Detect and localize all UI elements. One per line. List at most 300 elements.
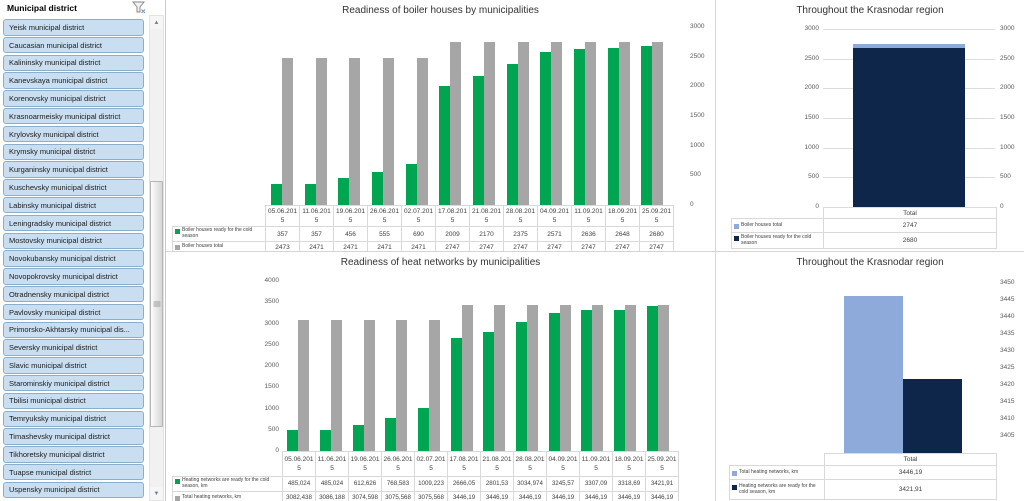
axis-tick-label: 2000 (804, 84, 819, 92)
bar-group (609, 270, 642, 451)
bar-total[interactable] (551, 42, 562, 205)
axis-tick-label: 0 (815, 203, 819, 210)
district-list (3, 19, 144, 501)
axis-tick-label: 3410 (1000, 415, 1015, 422)
bar-group (568, 18, 602, 205)
axis-tick-label: 1500 (264, 383, 279, 391)
bar-total[interactable] (316, 58, 327, 205)
sidebar-item-district[interactable]: Leningradsky municipal district (3, 215, 144, 232)
axis-tick-label: 3435 (1000, 330, 1015, 337)
sidebar-item-district[interactable]: Krylovsky municipal district (3, 126, 144, 143)
sidebar-item-district[interactable]: Caucasian municipal district (3, 37, 144, 54)
axis-tick-label: 0 (1000, 203, 1004, 210)
sidebar-item-district[interactable]: Labinsky municipal district (3, 197, 144, 214)
series-value: 2375 (504, 227, 538, 242)
table-series-row (730, 480, 997, 500)
series-value: 2471 (334, 241, 368, 251)
legend-swatch (734, 236, 739, 241)
legend-series-label: Boiler houses total (182, 243, 224, 250)
series-value: 2170 (470, 227, 504, 242)
date-label: 26.06.2015 (368, 206, 402, 227)
date-label: 21.08.2015 (470, 206, 504, 227)
bar-ready[interactable] (338, 178, 349, 205)
legend-cell (173, 227, 266, 242)
series-value: 2747 (504, 241, 538, 251)
series-value: 2636 (572, 227, 606, 242)
sidebar-item-district[interactable]: Primorsko-Akhtarsky municipal dis... (3, 322, 144, 339)
bar-group (282, 270, 315, 451)
bar-overlap-group (853, 18, 965, 207)
gridline (823, 207, 995, 208)
series-value: 456 (334, 227, 368, 242)
bar-ready[interactable] (473, 76, 484, 205)
sidebar-item-district[interactable]: Tbilisi municipal district (3, 393, 144, 410)
bar-total[interactable] (658, 305, 669, 451)
axis-tick-label: 3445 (1000, 296, 1015, 303)
plot-right-gutter (674, 270, 715, 451)
bar-total[interactable] (652, 42, 663, 205)
series-value: 3318,69 (613, 477, 646, 492)
date-label: 05.06.2015 (266, 206, 300, 227)
plot-area-heat-municipal (282, 270, 674, 451)
table-boiler-region (731, 207, 997, 249)
series-value: 2747 (538, 241, 572, 251)
bar-ready[interactable] (271, 184, 282, 205)
bar-total[interactable] (429, 320, 440, 451)
bar-total[interactable] (364, 320, 375, 451)
bar-ready[interactable] (372, 172, 383, 205)
legend-swatch (734, 224, 739, 229)
sidebar-item-district[interactable]: Kalininsky municipal district (3, 55, 144, 72)
bar-ready[interactable] (581, 310, 592, 451)
table-series-row (173, 491, 679, 501)
bar-total[interactable] (383, 58, 394, 205)
bar-total[interactable] (349, 58, 360, 205)
axis-tick-label: 1500 (804, 114, 819, 121)
y-axis-right (995, 18, 1024, 210)
plot-row (166, 18, 715, 208)
bar-group (602, 18, 636, 205)
bar-ready[interactable] (853, 48, 965, 207)
sidebar-municipal-districts (0, 0, 166, 501)
sidebar-title: Municipal district (7, 3, 77, 13)
date-label: 28.08.2015 (504, 206, 538, 227)
axis-tick-label: 3440 (1000, 313, 1015, 320)
legend-entry (175, 244, 263, 250)
bar-ready[interactable] (647, 306, 658, 451)
sidebar-item-district[interactable]: Korenovsky municipal district (3, 90, 144, 107)
bar-total[interactable] (484, 42, 495, 205)
legend-series-label: Heating networks are ready for the cold season, km (739, 482, 816, 495)
table-header-row (730, 454, 997, 466)
series-value: 2747 (606, 241, 640, 251)
legend-cell (732, 219, 824, 233)
bar-total[interactable] (560, 305, 571, 451)
table-series-row (173, 227, 674, 242)
series-value: 2471 (368, 241, 402, 251)
scrollbar-thumb[interactable] (150, 181, 163, 427)
bar-ready[interactable] (549, 313, 560, 451)
legend-entry (732, 470, 822, 476)
bar-ready[interactable] (903, 379, 962, 453)
plot-row (166, 270, 715, 454)
bar-group (400, 18, 434, 205)
date-label: 19.06.2015 (334, 206, 368, 227)
plot-left-gutter (166, 18, 265, 205)
series-value: 2009 (436, 227, 470, 242)
axis-tick-label: 3425 (1000, 364, 1015, 371)
table-corner (173, 452, 283, 477)
scrollbar-grip-icon (153, 302, 160, 307)
plot-row (716, 270, 1024, 453)
bar-ready[interactable] (353, 425, 364, 451)
y-axis-right (669, 18, 715, 208)
y-axis-left (166, 270, 282, 454)
series-value: 3446,19 (481, 491, 514, 501)
bar-ready[interactable] (507, 64, 518, 205)
axis-tick-label: 3415 (1000, 398, 1015, 405)
date-label: 25.09.2015 (640, 206, 674, 227)
axis-tick-label: 3405 (1000, 432, 1015, 439)
sidebar-item-district[interactable]: Tuapse municipal district (3, 464, 144, 481)
bar-group (366, 18, 400, 205)
legend-cell (730, 480, 825, 500)
scroll-up-icon[interactable]: ▲ (150, 16, 163, 29)
plot-left-gutter (716, 270, 811, 453)
sidebar-item-district[interactable]: Timashevsky municipal district (3, 428, 144, 445)
series-value: 768,583 (382, 477, 415, 492)
bar-group (511, 270, 544, 451)
series-value: 485,024 (316, 477, 349, 492)
table-series-row (173, 241, 674, 251)
series-value: 357 (300, 227, 334, 242)
legend-entry (734, 235, 821, 247)
table-corner (173, 206, 266, 227)
bar-total[interactable] (844, 296, 903, 453)
legend-entry (175, 228, 263, 240)
date-label: 11.06.2015 (300, 206, 334, 227)
series-value: 2747 (824, 219, 997, 233)
date-label: 11.09.2015 (572, 206, 606, 227)
sidebar-item-district[interactable]: Slavic municipal district (3, 357, 144, 374)
axis-tick-label: 3000 (1000, 25, 1015, 32)
series-value: 3245,57 (547, 477, 580, 492)
bar-group (380, 270, 413, 451)
bar-ready[interactable] (287, 430, 298, 451)
bar-group (501, 18, 535, 205)
axis-tick-label: 2000 (264, 362, 279, 369)
plot-area-boiler-region (823, 18, 995, 207)
series-value: 690 (402, 227, 436, 242)
bar-total[interactable] (282, 58, 293, 205)
legend-entry (732, 484, 822, 496)
legend-swatch (175, 479, 180, 484)
bar-total[interactable] (592, 305, 603, 451)
sidebar-item-district[interactable]: Temryuksky municipal district (3, 411, 144, 428)
legend-swatch (175, 245, 180, 250)
series-value: 3446,19 (613, 491, 646, 501)
bar-ready[interactable] (614, 310, 625, 451)
bar-ready[interactable] (320, 430, 331, 451)
bar-ready[interactable] (451, 338, 462, 451)
legend-entry (175, 495, 280, 501)
date-label: 04.09.2015 (547, 452, 580, 477)
sidebar-item-district[interactable]: Krymsky municipal district (3, 144, 144, 161)
axis-tick-label: 4000 (264, 277, 279, 284)
sidebar-item-district[interactable]: Tikhoretsky municipal district (3, 446, 144, 463)
series-value: 2747 (572, 241, 606, 251)
plot-area-boiler-municipal (265, 18, 669, 205)
chart-title-heat-region: Throughout the Krasnodar region (796, 257, 944, 268)
series-value: 357 (266, 227, 300, 242)
total-header: Total (825, 454, 997, 466)
series-value: 3082,438 (283, 491, 316, 501)
series-value: 3446,19 (514, 491, 547, 501)
date-label: 18.09.2015 (613, 452, 646, 477)
bar-total[interactable] (625, 305, 636, 451)
series-value: 3446,19 (825, 466, 997, 480)
panel-heat-region (715, 251, 1024, 501)
y-axis-right (995, 270, 1024, 453)
bar-group (433, 18, 467, 205)
y-axis-left (716, 18, 823, 210)
axis-tick-label: 1500 (1000, 114, 1015, 121)
legend-series-label: Boiler houses ready for the cold season (741, 233, 812, 246)
bar-group (543, 270, 576, 451)
series-value: 2471 (402, 241, 436, 251)
sidebar-item-district[interactable]: Kanevskaya municipal district (3, 72, 144, 89)
sidebar-item-district[interactable]: Uspensky municipal district (3, 482, 144, 499)
bar-total[interactable] (494, 305, 505, 451)
bar-total[interactable] (585, 42, 596, 205)
series-value: 2666,05 (448, 477, 481, 492)
table-header-row (173, 206, 674, 227)
axis-tick-label: 2500 (690, 52, 705, 60)
series-value: 3075,568 (382, 491, 415, 501)
date-label: 02.07.2015 (415, 452, 448, 477)
bar-total[interactable] (527, 305, 538, 451)
date-label: 11.06.2015 (316, 452, 349, 477)
bar-group-group (844, 296, 962, 453)
series-value: 3446,19 (580, 491, 613, 501)
bar-ready[interactable] (483, 332, 494, 451)
sidebar-item-district[interactable]: Otradnensky municipal district (3, 286, 144, 303)
series-value: 3034,974 (514, 477, 547, 492)
legend-cell (173, 477, 283, 492)
panel-heat-municipal (166, 251, 715, 501)
series-value: 3446,19 (448, 491, 481, 501)
table-corner (730, 454, 825, 466)
bar-total[interactable] (518, 42, 529, 205)
legend-swatch (732, 471, 737, 476)
filter-clear-icon[interactable] (132, 1, 147, 15)
axis-tick-label: 500 (1000, 173, 1011, 181)
bar-ready[interactable] (439, 86, 450, 205)
table-heat-municipal (172, 451, 679, 501)
date-label: 05.06.2015 (283, 452, 316, 477)
sidebar-item-district[interactable]: Novokubansky municipal district (3, 250, 144, 267)
series-value: 3446,19 (646, 491, 679, 501)
bar-group (534, 18, 568, 205)
axis-tick-label: 3420 (1000, 381, 1015, 388)
axis-tick-label: 3500 (264, 298, 279, 306)
axis-tick-label: 2000 (690, 82, 705, 90)
table-corner (732, 208, 824, 219)
bar-total[interactable] (462, 305, 473, 451)
axis-tick-label: 500 (808, 173, 819, 181)
series-value: 2747 (436, 241, 470, 251)
bar-ready[interactable] (418, 408, 429, 451)
axis-tick-label: 3000 (804, 25, 819, 32)
axis-tick-label: 2500 (804, 54, 819, 62)
legend-swatch (732, 485, 737, 490)
date-label: 02.07.2015 (402, 206, 436, 227)
bar-total[interactable] (450, 42, 461, 205)
legend-swatch (175, 496, 180, 501)
bar-group (265, 18, 299, 205)
series-value: 3074,598 (349, 491, 382, 501)
series-value: 3075,568 (415, 491, 448, 501)
bar-ready[interactable] (608, 48, 619, 205)
axis-tick-label: 3430 (1000, 347, 1015, 354)
bar-total[interactable] (396, 320, 407, 451)
legend-entry (734, 223, 821, 229)
table-boiler-municipal (172, 205, 674, 251)
series-value: 2747 (470, 241, 504, 251)
series-value: 2801,53 (481, 477, 514, 492)
bar-group (478, 270, 511, 451)
sidebar-item-district[interactable]: Novopokrovsky municipal district (3, 268, 144, 285)
table-header-row (732, 208, 997, 219)
axis-tick-label: 3450 (1000, 279, 1015, 286)
bar-group (413, 270, 446, 451)
bar-ready[interactable] (516, 322, 527, 451)
axis-tick-label: 1000 (804, 143, 819, 151)
table-series-row (732, 233, 997, 249)
date-label: 17.08.2015 (436, 206, 470, 227)
series-value: 3307,09 (580, 477, 613, 492)
panel-boiler-municipal (166, 0, 715, 251)
bar-group (641, 270, 674, 451)
axis-tick-label: 3000 (264, 319, 279, 327)
legend-cell (730, 466, 825, 480)
legend-series-label: Heating networks are ready for the cold season, km (182, 477, 270, 489)
bar-total[interactable] (331, 320, 342, 451)
series-value: 2648 (606, 227, 640, 242)
axis-tick-label: 0 (690, 201, 694, 208)
series-value: 3446,19 (547, 491, 580, 501)
date-label: 21.08.2015 (481, 452, 514, 477)
bar-ready[interactable] (385, 418, 396, 451)
axis-tick-label: 1500 (690, 112, 705, 119)
sidebar-item-district[interactable]: Pavlovsky municipal district (3, 304, 144, 321)
bar-group (635, 18, 669, 205)
bar-total[interactable] (619, 42, 630, 205)
plot-area-heat-region (811, 270, 995, 453)
series-value: 555 (368, 227, 402, 242)
bar-ready[interactable] (305, 184, 316, 205)
axis-tick-label: 1000 (690, 141, 705, 149)
series-value: 2473 (266, 241, 300, 251)
bar-group (332, 18, 366, 205)
bar-ready[interactable] (574, 49, 585, 205)
legend-series-label: Boiler houses ready for the cold season (182, 227, 253, 240)
bar-group (299, 18, 333, 205)
table-series-row (173, 477, 679, 492)
axis-tick-label: 3000 (690, 23, 705, 30)
series-value: 2747 (640, 241, 674, 251)
series-value: 1009,223 (415, 477, 448, 492)
axis-tick-label: 2500 (1000, 54, 1015, 62)
bar-total[interactable] (417, 58, 428, 205)
bar-group (347, 270, 380, 451)
table-series-row (730, 466, 997, 480)
sidebar-item-district[interactable]: Starominskiy municipal district (3, 375, 144, 392)
legend-cell (173, 491, 283, 501)
sidebar-item-district[interactable]: Seversky municipal district (3, 339, 144, 356)
legend-series-label: Boiler houses total (741, 221, 783, 228)
series-value: 3421,91 (825, 480, 997, 500)
date-label: 25.09.2015 (646, 452, 679, 477)
table-heat-region (729, 453, 997, 500)
series-value: 2680 (824, 233, 997, 249)
total-header: Total (824, 208, 997, 219)
sidebar-item-district[interactable]: Krasnoarmeisky municipal district (3, 108, 144, 125)
sidebar-item-district[interactable]: Kuschevsky municipal district (3, 179, 144, 196)
axis-tick-label: 1000 (1000, 143, 1015, 151)
bar-total[interactable] (298, 320, 309, 451)
legend-series-label: Total heating networks, km (739, 468, 799, 475)
date-label: 17.08.2015 (448, 452, 481, 477)
date-label: 19.06.2015 (349, 452, 382, 477)
sidebar-item-district[interactable]: Mostovsky municipal district (3, 233, 144, 250)
chart-title-boiler-municipal: Readiness of boiler houses by municipalities (342, 5, 539, 16)
axis-tick-label: 0 (275, 447, 279, 454)
date-label: 26.06.2015 (382, 452, 415, 477)
legend-cell (173, 241, 266, 251)
date-label: 11.09.2015 (580, 452, 613, 477)
panel-boiler-region (715, 0, 1024, 251)
bar-group (576, 270, 609, 451)
sidebar-scrollbar[interactable] (149, 15, 164, 501)
axis-tick-label: 2000 (1000, 84, 1015, 92)
table-series-row (732, 219, 997, 233)
bar-ready[interactable] (641, 46, 652, 205)
scroll-down-icon[interactable]: ▼ (150, 487, 163, 500)
legend-cell (732, 233, 824, 249)
bar-group (467, 18, 501, 205)
date-label: 28.08.2015 (514, 452, 547, 477)
axis-tick-label: 500 (690, 171, 701, 179)
sidebar-item-district[interactable]: Yeisk municipal district (3, 19, 144, 36)
legend-series-label: Total heating networks, km (182, 493, 242, 500)
axis-tick-label: 500 (268, 425, 279, 433)
legend-swatch (175, 229, 180, 234)
axis-tick-label: 1000 (264, 404, 279, 412)
bar-ready[interactable] (406, 164, 417, 205)
sidebar-item-district[interactable]: Kurganinsky municipal district (3, 161, 144, 178)
series-value: 612,626 (349, 477, 382, 492)
legend-entry (175, 478, 280, 490)
series-value: 485,024 (283, 477, 316, 492)
date-label: 18.09.2015 (606, 206, 640, 227)
bar-group (315, 270, 348, 451)
chart-title-heat-municipal: Readiness of heat networks by municipalities (340, 257, 541, 268)
bar-group (445, 270, 478, 451)
bar-ready[interactable] (540, 52, 551, 205)
chart-title-boiler-region: Throughout the Krasnodar region (796, 5, 944, 16)
date-label: 04.09.2015 (538, 206, 572, 227)
